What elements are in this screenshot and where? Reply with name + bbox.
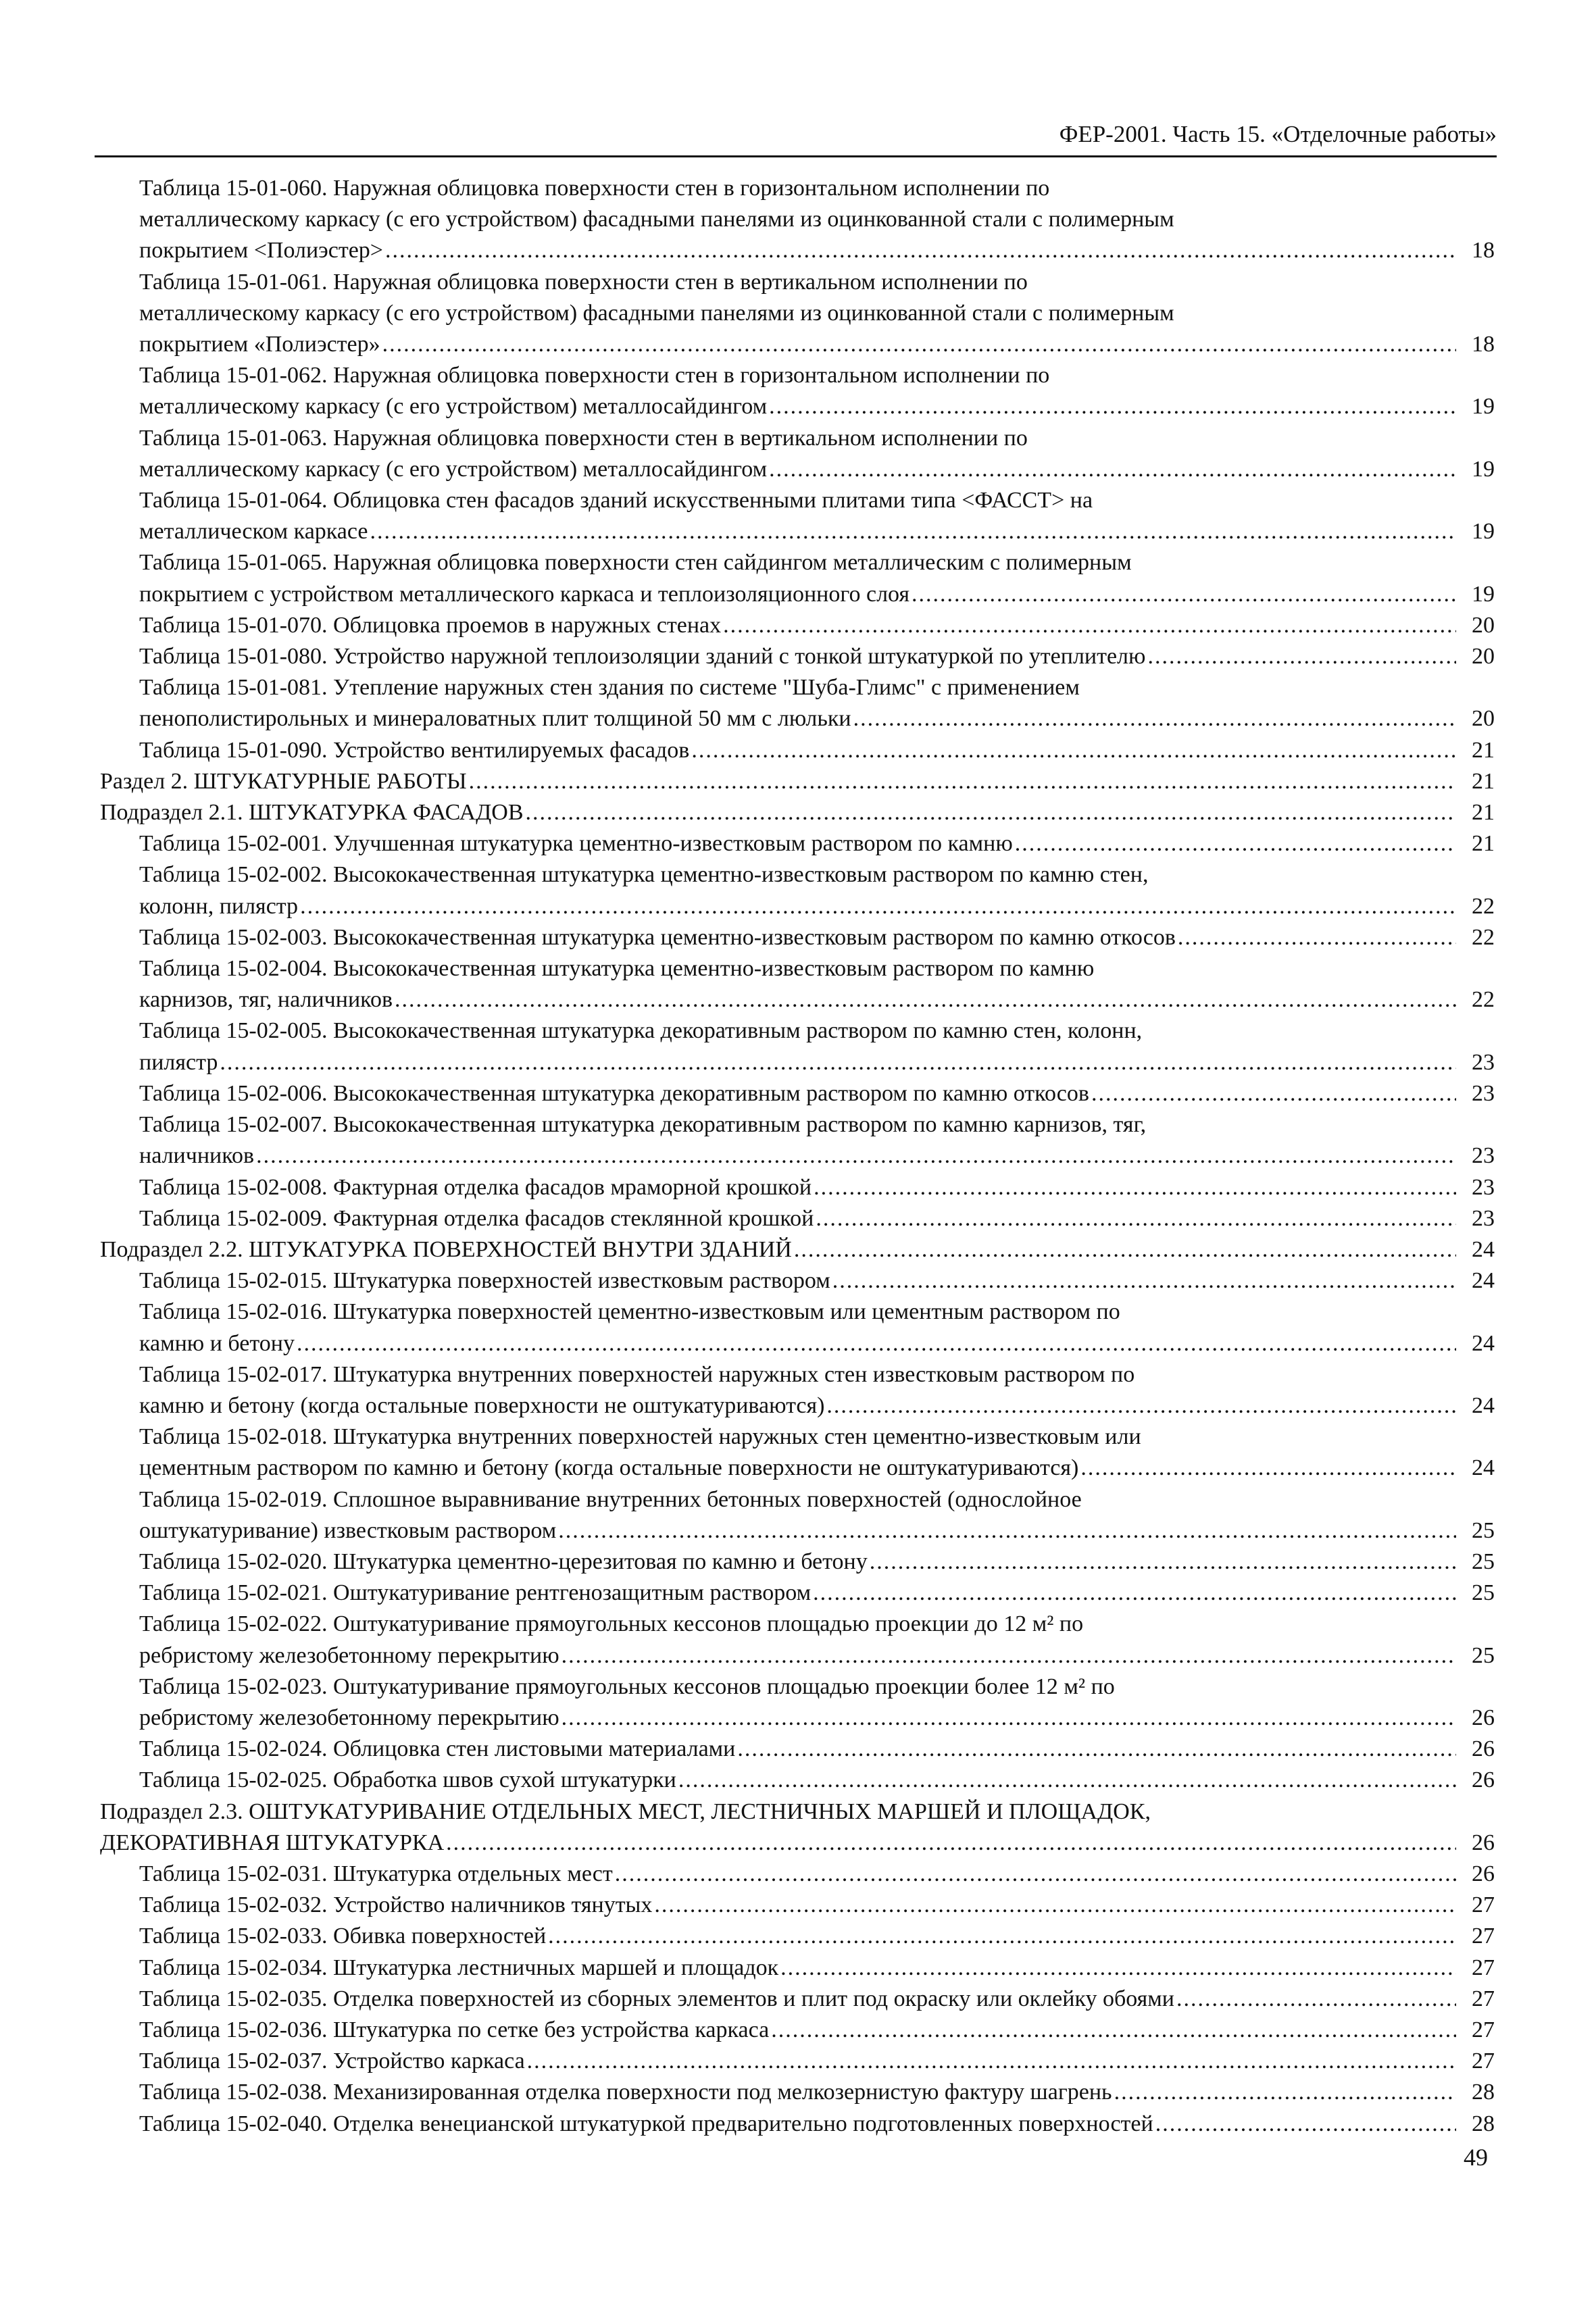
toc-entry-text-line: Таблица 15-02-019. Сплошное выравнивание внутренних бетонных поверхностей (однослойное bbox=[139, 1486, 1082, 1512]
dot-leader bbox=[832, 1265, 1456, 1297]
toc-entry-text-line: Таблица 15-02-034. Штукатурка лестничных маршей и площадок bbox=[139, 1955, 779, 1980]
toc-page-number: 20 bbox=[1472, 644, 1495, 670]
toc-entry-text-line: Таблица 15-02-023. Оштукатуривание прямоугольных кессонов площадью проекции более 12 м² по bbox=[139, 1674, 1115, 1699]
toc-table-entry[interactable] bbox=[100, 1734, 1495, 1765]
toc-table-entry[interactable] bbox=[100, 423, 1495, 485]
toc-entry-text-line: Таблица 15-02-024. Облицовка стен листовыми материалами bbox=[139, 1736, 736, 1762]
toc-page-number: 26 bbox=[1472, 1736, 1495, 1762]
toc-entry-text-line: Таблица 15-02-017. Штукатурка внутренних поверхностей наружных стен известковым раствором по bbox=[139, 1361, 1135, 1387]
toc-entry-text-line: металлическому каркасу (с его устройством) фасадными панелями из оцинкованной стали с полимерным bbox=[139, 300, 1174, 326]
dot-leader bbox=[1147, 641, 1456, 672]
dot-leader bbox=[1176, 1984, 1456, 2015]
dot-leader bbox=[813, 1578, 1456, 1609]
running-header-title: ФЕР-2001. Часть 15. «Отделочные работы» bbox=[1059, 121, 1497, 147]
dot-leader bbox=[853, 703, 1456, 734]
toc-table-entry[interactable] bbox=[100, 1422, 1495, 1484]
dot-leader bbox=[780, 1953, 1456, 1984]
toc-entry-text-line: Таблица 15-02-016. Штукатурка поверхностей цементно-известковым или цементным раствором по bbox=[139, 1299, 1120, 1325]
dot-leader bbox=[769, 454, 1456, 485]
dot-leader bbox=[1080, 1453, 1456, 1484]
toc-table-entry[interactable] bbox=[100, 1265, 1495, 1297]
toc-page-number: 20 bbox=[1472, 706, 1495, 732]
toc-entry-text-line: Таблица 15-02-035. Отделка поверхностей из сборных элементов и плит под окраску или оклейку обоями bbox=[139, 1986, 1174, 2011]
toc-entry-text-line: оштукатуривание) известковым раствором bbox=[139, 1517, 557, 1543]
dot-leader bbox=[370, 516, 1456, 547]
toc-page-number: 20 bbox=[1472, 612, 1495, 638]
toc-table-entry[interactable] bbox=[100, 1609, 1495, 1671]
toc-entry-text-line: Таблица 15-02-004. Высококачественная штукатурка цементно-известковым раствором по камню bbox=[139, 956, 1095, 982]
toc-page-number: 23 bbox=[1472, 1174, 1495, 1200]
toc-entry-text-line: Подраздел 2.3. ОШТУКАТУРИВАНИЕ ОТДЕЛЬНЫХ МЕСТ, ЛЕСТНИЧНЫХ МАРШЕЙ И ПЛОЩАДОК, bbox=[100, 1799, 1151, 1824]
toc-entry-text-line: Подраздел 2.1. ШТУКАТУРКА ФАСАДОВ bbox=[100, 800, 524, 826]
toc-entry-text-line: Таблица 15-02-032. Устройство наличников тянутых bbox=[139, 1892, 653, 1918]
toc-entry-text-line: Таблица 15-01-081. Утепление наружных стен здания по системе "Шуба-Глимс" с применением bbox=[139, 675, 1080, 701]
toc-table-entry[interactable] bbox=[100, 173, 1495, 267]
toc-page-number: 23 bbox=[1472, 1049, 1495, 1075]
toc-table-entry[interactable] bbox=[100, 922, 1495, 953]
toc-entry-text-line: наличников bbox=[139, 1143, 255, 1169]
dot-leader bbox=[558, 1515, 1456, 1546]
toc-table-entry[interactable] bbox=[100, 1765, 1495, 1796]
toc-entry-text-line: Таблица 15-02-015. Штукатурка поверхностей известковым раствором bbox=[139, 1268, 830, 1294]
toc-entry-text-line: металлическому каркасу (с его устройством) фасадными панелями из оцинкованной стали с полимерным bbox=[139, 207, 1174, 232]
table-of-contents bbox=[100, 173, 1495, 2140]
dot-leader bbox=[1015, 828, 1456, 859]
toc-table-entry[interactable] bbox=[100, 547, 1495, 609]
dot-leader bbox=[469, 766, 1456, 797]
toc-table-entry[interactable] bbox=[100, 1078, 1495, 1109]
toc-table-entry[interactable] bbox=[100, 485, 1495, 547]
toc-table-entry[interactable] bbox=[100, 610, 1495, 641]
toc-page-number: 27 bbox=[1472, 1986, 1495, 2011]
toc-table-entry[interactable] bbox=[100, 828, 1495, 859]
toc-page-number: 23 bbox=[1472, 1080, 1495, 1106]
toc-page-number: 27 bbox=[1472, 1923, 1495, 1949]
dot-leader bbox=[446, 1828, 1456, 1859]
dot-leader bbox=[297, 1328, 1456, 1359]
toc-page-number: 23 bbox=[1472, 1205, 1495, 1231]
toc-page-number: 25 bbox=[1472, 1642, 1495, 1668]
toc-entry-text-line: Таблица 15-02-040. Отделка венецианской штукатуркой предварительно подготовленных поверхностей bbox=[139, 2111, 1153, 2136]
toc-page-number: 25 bbox=[1472, 1580, 1495, 1606]
toc-page-number: 19 bbox=[1472, 456, 1495, 482]
toc-entry-text-line: камню и бетону (когда остальные поверхности не оштукатуриваются) bbox=[139, 1392, 825, 1418]
toc-table-entry[interactable] bbox=[100, 1172, 1495, 1203]
toc-entry-text-line: Таблица 15-02-005. Высококачественная штукатурка декоративным раствором по камню стен, колонн, bbox=[139, 1018, 1143, 1044]
toc-page-number: 27 bbox=[1472, 2048, 1495, 2074]
toc-page-number: 18 bbox=[1472, 332, 1495, 357]
toc-page-number: 21 bbox=[1472, 768, 1495, 794]
toc-table-entry[interactable] bbox=[100, 2015, 1495, 2046]
toc-table-entry[interactable] bbox=[100, 1921, 1495, 1952]
dot-leader bbox=[771, 2015, 1456, 2046]
dot-leader bbox=[615, 1859, 1456, 1890]
dot-leader bbox=[385, 235, 1456, 266]
toc-page-number: 26 bbox=[1472, 1767, 1495, 1793]
toc-entry-text-line: покрытием с устройством металлического каркаса и теплоизоляционного слоя bbox=[139, 581, 910, 607]
toc-page-number: 18 bbox=[1472, 238, 1495, 263]
toc-page-number: 26 bbox=[1472, 1830, 1495, 1855]
toc-section-entry[interactable] bbox=[100, 1234, 1495, 1265]
dot-leader bbox=[1091, 1078, 1456, 1109]
toc-entry-text-line: пенополистирольных и минераловатных плит толщиной 50 мм с люльки bbox=[139, 706, 851, 732]
dot-leader bbox=[382, 329, 1456, 360]
toc-entry-text-line: Таблица 15-02-018. Штукатурка внутренних поверхностей наружных стен цементно-известковым или bbox=[139, 1424, 1141, 1450]
dot-leader bbox=[256, 1140, 1456, 1172]
toc-page-number: 24 bbox=[1472, 1236, 1495, 1262]
toc-entry-text-line: Таблица 15-01-090. Устройство вентилируемых фасадов bbox=[139, 737, 690, 763]
toc-entry-text-line: металлическом каркасе bbox=[139, 519, 368, 545]
toc-page-number: 27 bbox=[1472, 1955, 1495, 1980]
toc-entry-text-line: Таблица 15-01-062. Наружная облицовка поверхности стен в горизонтальном исполнении по bbox=[139, 363, 1050, 388]
toc-entry-text-line: пилястр bbox=[139, 1049, 218, 1075]
toc-table-entry[interactable] bbox=[100, 1015, 1495, 1078]
toc-page-number: 21 bbox=[1472, 831, 1495, 857]
dot-leader bbox=[769, 391, 1456, 422]
toc-page-number: 24 bbox=[1472, 1392, 1495, 1418]
toc-entry-text-line: Таблица 15-02-020. Штукатурка цементно-церезитовая по камню и бетону bbox=[139, 1549, 868, 1574]
toc-table-entry[interactable] bbox=[100, 1297, 1495, 1359]
toc-table-entry[interactable] bbox=[100, 1984, 1495, 2015]
dot-leader bbox=[723, 610, 1456, 641]
toc-table-entry[interactable] bbox=[100, 1953, 1495, 1984]
toc-entry-text-line: ребристому железобетонному перекрытию bbox=[139, 1705, 559, 1730]
dot-leader bbox=[691, 735, 1456, 766]
toc-page-number: 27 bbox=[1472, 2017, 1495, 2042]
toc-entry-text-line: ребристому железобетонному перекрытию bbox=[139, 1642, 559, 1668]
toc-table-entry[interactable] bbox=[100, 1359, 1495, 1422]
toc-entry-text-line: металлическому каркасу (с его устройством) металлосайдингом bbox=[139, 394, 768, 420]
toc-entry-text-line: Таблица 15-02-003. Высококачественная штукатурка цементно-известковым раствором по камню откосов bbox=[139, 924, 1176, 950]
toc-page-number: 22 bbox=[1472, 987, 1495, 1013]
toc-table-entry[interactable] bbox=[100, 1859, 1495, 1890]
toc-table-entry[interactable] bbox=[100, 1671, 1495, 1734]
toc-page-number: 19 bbox=[1472, 394, 1495, 420]
toc-table-entry[interactable] bbox=[100, 1109, 1495, 1172]
toc-entry-text-line: цементным раствором по камню и бетону (когда остальные поверхности не оштукатуриваются) bbox=[139, 1455, 1079, 1481]
toc-page-number: 21 bbox=[1472, 800, 1495, 826]
toc-entry-text-line: Таблица 15-02-031. Штукатурка отдельных мест bbox=[139, 1861, 613, 1886]
dot-leader bbox=[1155, 2109, 1456, 2140]
dot-leader bbox=[562, 1703, 1456, 1734]
toc-entry-text-line: ДЕКОРАТИВНАЯ ШТУКАТУРКА bbox=[100, 1830, 445, 1855]
toc-entry-text-line: Таблица 15-02-006. Высококачественная штукатурка декоративным раствором по камню откосов bbox=[139, 1080, 1089, 1106]
toc-page-number: 24 bbox=[1472, 1455, 1495, 1481]
toc-table-entry[interactable] bbox=[100, 2109, 1495, 2140]
toc-section-entry[interactable] bbox=[100, 797, 1495, 828]
toc-entry-text-line: Таблица 15-02-007. Высококачественная штукатурка декоративным раствором по камню карнизов, тяг, bbox=[139, 1112, 1147, 1138]
toc-entry-text-line: Таблица 15-01-065. Наружная облицовка поверхности стен сайдингом металлическим с полимерным bbox=[139, 550, 1132, 576]
dot-leader bbox=[826, 1390, 1456, 1422]
toc-page-number: 28 bbox=[1472, 2111, 1495, 2136]
dot-leader bbox=[527, 2046, 1456, 2077]
toc-page-number: 24 bbox=[1472, 1268, 1495, 1294]
dot-leader bbox=[1114, 2077, 1456, 2108]
dot-leader bbox=[814, 1172, 1456, 1203]
toc-entry-text-line: карнизов, тяг, наличников bbox=[139, 987, 393, 1013]
toc-entry-text-line: Таблица 15-02-025. Обработка швов сухой штукатурки bbox=[139, 1767, 676, 1793]
toc-entry-text-line: камню и бетону bbox=[139, 1330, 295, 1356]
toc-section-entry[interactable] bbox=[100, 1796, 1495, 1859]
toc-entry-text-line: Раздел 2. ШТУКАТУРНЫЕ РАБОТЫ bbox=[100, 768, 467, 794]
toc-table-entry[interactable] bbox=[100, 1890, 1495, 1921]
toc-page-number: 25 bbox=[1472, 1549, 1495, 1574]
dot-leader bbox=[794, 1234, 1456, 1265]
toc-entry-text-line: Таблица 15-02-038. Механизированная отделка поверхности под мелкозернистую фактуру шагрень bbox=[139, 2080, 1112, 2105]
toc-table-entry[interactable] bbox=[100, 2077, 1495, 2108]
dot-leader bbox=[395, 984, 1456, 1015]
toc-entry-text-line: Таблица 15-02-036. Штукатурка по сетке без устройства каркаса bbox=[139, 2017, 770, 2042]
dot-leader bbox=[220, 1047, 1456, 1078]
toc-page-number: 19 bbox=[1472, 519, 1495, 545]
toc-entry-text-line: Таблица 15-02-009. Фактурная отделка фасадов стеклянной крошкой bbox=[139, 1205, 814, 1231]
toc-table-entry[interactable] bbox=[100, 859, 1495, 922]
toc-entry-text-line: Таблица 15-01-061. Наружная облицовка поверхности стен в вертикальном исполнении по bbox=[139, 269, 1028, 295]
toc-page-number: 22 bbox=[1472, 893, 1495, 919]
toc-table-entry[interactable] bbox=[100, 1484, 1495, 1546]
toc-page-number: 28 bbox=[1472, 2080, 1495, 2105]
page-number: 49 bbox=[1464, 2144, 1488, 2171]
running-header bbox=[95, 118, 1497, 157]
dot-leader bbox=[562, 1640, 1456, 1671]
toc-entry-text-line: Таблица 15-01-080. Устройство наружной теплоизоляции зданий с тонкой штукатуркой по утеплителю bbox=[139, 644, 1146, 670]
toc-table-entry[interactable] bbox=[100, 672, 1495, 734]
toc-table-entry[interactable] bbox=[100, 953, 1495, 1015]
toc-entry-text-line: металлическому каркасу (с его устройством) металлосайдингом bbox=[139, 456, 768, 482]
toc-entry-text-line: Таблица 15-01-063. Наружная облицовка поверхности стен в вертикальном исполнении по bbox=[139, 425, 1028, 451]
dot-leader bbox=[912, 579, 1456, 610]
toc-page-number: 26 bbox=[1472, 1705, 1495, 1730]
toc-entry-text-line: Таблица 15-01-064. Облицовка стен фасадов зданий искусственными плитами типа <ФАССТ> на bbox=[139, 488, 1093, 513]
toc-entry-text-line: Таблица 15-02-021. Оштукатуривание рентгенозащитным раствором bbox=[139, 1580, 812, 1606]
toc-table-entry[interactable] bbox=[100, 735, 1495, 766]
toc-entry-text-line: колонн, пилястр bbox=[139, 893, 299, 919]
toc-page-number: 21 bbox=[1472, 737, 1495, 763]
dot-leader bbox=[1178, 922, 1456, 953]
toc-page-number: 27 bbox=[1472, 1892, 1495, 1918]
toc-section-entry[interactable] bbox=[100, 766, 1495, 797]
toc-table-entry[interactable] bbox=[100, 1578, 1495, 1609]
toc-table-entry[interactable] bbox=[100, 2046, 1495, 2077]
toc-page-number: 22 bbox=[1472, 924, 1495, 950]
toc-page-number: 23 bbox=[1472, 1143, 1495, 1169]
dot-leader bbox=[526, 797, 1456, 828]
dot-leader bbox=[678, 1765, 1456, 1796]
toc-entry-text-line: покрытием <Полиэстер> bbox=[139, 238, 383, 263]
toc-page-number: 26 bbox=[1472, 1861, 1495, 1886]
toc-entry-text-line: Подраздел 2.2. ШТУКАТУРКА ПОВЕРХНОСТЕЙ ВНУТРИ ЗДАНИЙ bbox=[100, 1236, 792, 1262]
toc-table-entry[interactable] bbox=[100, 641, 1495, 672]
toc-entry-text-line: Таблица 15-01-070. Облицовка проемов в наружных стенах bbox=[139, 612, 722, 638]
dot-leader bbox=[737, 1734, 1456, 1765]
toc-entry-text-line: Таблица 15-02-037. Устройство каркаса bbox=[139, 2048, 525, 2074]
toc-entry-text-line: Таблица 15-02-001. Улучшенная штукатурка цементно-известковым раствором по камню bbox=[139, 831, 1013, 857]
toc-page-number: 24 bbox=[1472, 1330, 1495, 1356]
toc-entry-text-line: Таблица 15-02-022. Оштукатуривание прямоугольных кессонов площадью проекции до 12 м² по bbox=[139, 1611, 1084, 1637]
toc-entry-text-line: Таблица 15-02-033. Обивка поверхностей bbox=[139, 1923, 547, 1949]
toc-table-entry[interactable] bbox=[100, 360, 1495, 422]
toc-entry-text-line: Таблица 15-02-008. Фактурная отделка фасадов мраморной крошкой bbox=[139, 1174, 812, 1200]
toc-page-number: 19 bbox=[1472, 581, 1495, 607]
toc-entry-text-line: Таблица 15-02-002. Высококачественная штукатурка цементно-известковым раствором по камню стен, bbox=[139, 862, 1149, 888]
toc-entry-text-line: покрытием «Полиэстер» bbox=[139, 332, 380, 357]
toc-table-entry[interactable] bbox=[100, 267, 1495, 361]
dot-leader bbox=[300, 891, 1456, 922]
toc-table-entry[interactable] bbox=[100, 1203, 1495, 1234]
dot-leader bbox=[816, 1203, 1456, 1234]
dot-leader bbox=[870, 1546, 1456, 1578]
toc-page-number: 25 bbox=[1472, 1517, 1495, 1543]
toc-table-entry[interactable] bbox=[100, 1546, 1495, 1578]
toc-entry-text-line: Таблица 15-01-060. Наружная облицовка поверхности стен в горизонтальном исполнении по bbox=[139, 176, 1050, 201]
dot-leader bbox=[548, 1921, 1456, 1952]
dot-leader bbox=[654, 1890, 1456, 1921]
